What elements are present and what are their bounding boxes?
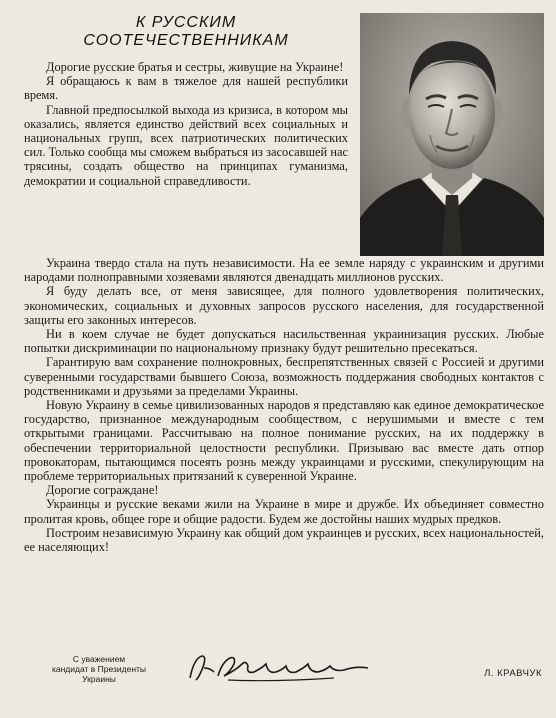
portrait-icon [360, 13, 544, 256]
regards-line-1: С уважением [72, 654, 126, 664]
top-section [24, 10, 544, 256]
regards-line-2: кандидат в Президенты [51, 664, 147, 674]
paragraph-no-ukrainization: Ни в коем случае не будет допускаться насильственная украинизация русских. Любые попытки дискриминации по национальному признаку будут решительно пресекаться. [24, 327, 544, 356]
paragraph-greeting: Дорогие русские братья и сестры, живущие на Украине! [46, 60, 344, 74]
body-text [24, 256, 544, 554]
paragraph-appeal: Я обращаюсь к вам в тяжелое для нашей республики время. [24, 74, 348, 103]
page-title [24, 14, 348, 50]
portrait-photo [360, 13, 544, 256]
paragraph-rights: Я буду делать все, от меня зависящее, для полного удовлетворения политических, экономических, социальных и духовных запросов русского населения, для государственной защиты его законных интересов. [24, 284, 544, 327]
paragraph-ties-with-russia: Гарантирую вам сохранение полнокровных, беспрепятственных связей с Россией и другими суверенными государствами бывшего Союза, возможность поддержания свободных контактов с родственниками и друзьями за пределами Украины. [24, 355, 544, 398]
title-line-1: К РУССКИМ [135, 14, 237, 31]
signer-name: Л. КРАВЧУК [484, 668, 542, 679]
paragraph-dear-citizens: Дорогие сограждане! [46, 483, 159, 498]
signature-block [44, 650, 542, 690]
regards-text [44, 654, 154, 684]
paragraph-common-home: Построим независимую Украину как общий дом украинцев и русских, всех национальностей, ее населяющих! [24, 525, 544, 555]
title-line-2: СООТЕЧЕСТВЕННИКАМ [83, 32, 289, 49]
signature-icon [184, 650, 374, 686]
top-left-column [24, 10, 348, 188]
paragraph-friendship: Украинцы и русские веками жили на Украине в мире и дружбе. Их объединяет совместно пролитая кровь, общее горе и общие радости. Будем же достойны наших мудрых предков. [24, 497, 544, 526]
regards-line-3: Украины [82, 674, 116, 684]
paragraph-new-ukraine: Новую Украину в семье цивилизованных народов я представляю как единое демократическое государство, признанное международным сообществом, с нерушимыми и вместе с тем открытыми границами. Рассчитываю на полное понимание русских, на их поддержку в обеспечении территориальной целостности республики. Призываю вас вместе дать отпор провокаторам, пытающимся посеять рознь между украинцами и русскими, спекулирующим на проблеме территориальных притязаний к суверенной Украине. [24, 398, 544, 484]
paragraph-independence: Украина твердо стала на путь независимости. На ее земле наряду с украинским и другими народами полноправными хозяевами являются двенадцать миллионов русских. [24, 256, 544, 285]
paragraph-unity: Главной предпосылкой выхода из кризиса, в котором мы оказались, является единство действий всех социальных и национальных групп, всех патриотических политических сил. Только сообща мы сможем выбраться из засосавшей нас трясины, создать общество на принципах гуманизма, демократии и социальной справедливости. [24, 102, 348, 188]
